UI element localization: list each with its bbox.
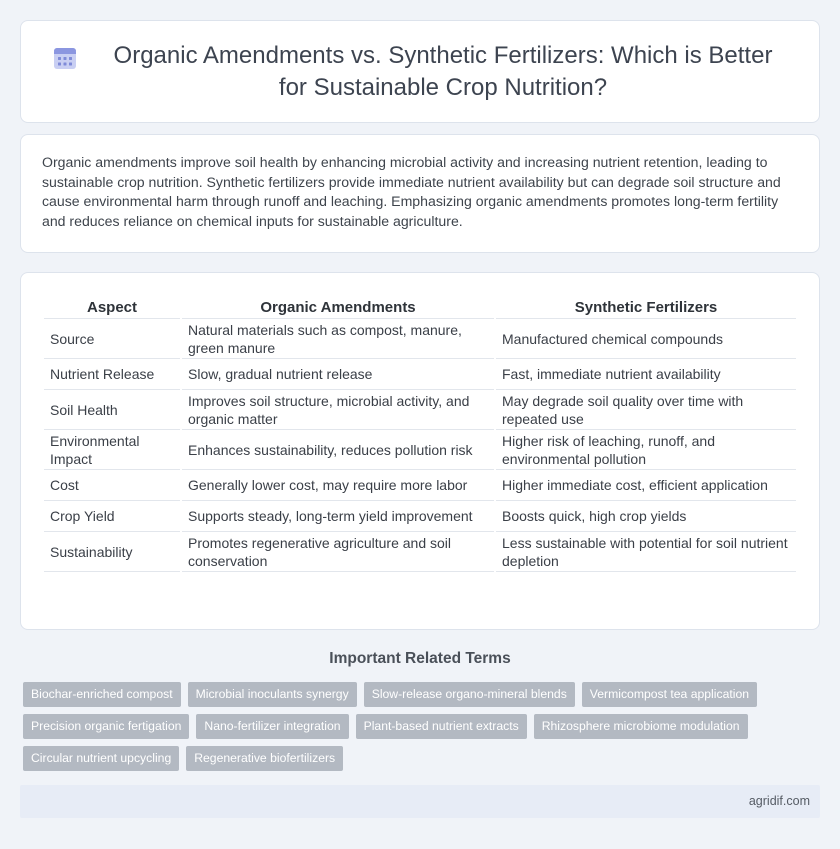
comparison-table	[42, 293, 798, 572]
header-synthetic: Synthetic Fertilizers	[496, 293, 796, 319]
cell-organic: Promotes regenerative agriculture and soil conservation	[182, 532, 494, 572]
comparison-card	[20, 272, 820, 630]
header-organic: Organic Amendments	[182, 293, 494, 319]
summary-text: Organic amendments improve soil health by enhancing microbial activity and increasing nutrient retention, leading to sustainable crop nutrition. Synthetic fertilizers provide immediate nutrient availability but can degrade soil structure and cause environmental harm through runoff and leaching. Emphasizing organic amendments promotes long-term fertility and reduces reliance on chemical inputs for sustainable agriculture.	[42, 154, 781, 229]
header-aspect: Aspect	[44, 293, 180, 319]
table-header-row	[44, 293, 796, 319]
cell-organic: Natural materials such as compost, manure, green manure	[182, 319, 494, 359]
cell-aspect: Cost	[44, 470, 180, 501]
cell-organic: Generally lower cost, may require more labor	[182, 470, 494, 501]
cell-aspect: Nutrient Release	[44, 359, 180, 390]
related-term-tag[interactable]: Plant-based nutrient extracts	[356, 714, 527, 739]
cell-synthetic: May degrade soil quality over time with repeated use	[496, 390, 796, 430]
related-term-tag[interactable]: Regenerative biofertilizers	[186, 746, 343, 771]
related-term-tag[interactable]: Vermicompost tea application	[582, 682, 757, 707]
cell-organic: Slow, gradual nutrient release	[182, 359, 494, 390]
cell-aspect: Sustainability	[44, 532, 180, 572]
cell-synthetic: Less sustainable with potential for soil nutrient depletion	[496, 532, 796, 572]
related-term-tag[interactable]: Slow-release organo-mineral blends	[364, 682, 575, 707]
related-term-tag[interactable]: Rhizosphere microbiome modulation	[534, 714, 748, 739]
related-term-tag[interactable]: Precision organic fertigation	[23, 714, 189, 739]
cell-aspect: Soil Health	[44, 390, 180, 430]
footer-site-link[interactable]: agridif.com	[748, 794, 810, 808]
table-row	[44, 470, 796, 501]
table-row	[44, 390, 796, 430]
table-row	[44, 532, 796, 572]
footer	[20, 785, 820, 818]
title-wrap	[21, 21, 819, 122]
cell-organic: Improves soil structure, microbial activity, and organic matter	[182, 390, 494, 430]
cell-aspect: Crop Yield	[44, 501, 180, 532]
summary-card	[20, 134, 820, 253]
table-row	[44, 430, 796, 470]
cell-aspect: Environmental Impact	[44, 430, 180, 470]
related-term-tag[interactable]: Nano-fertilizer integration	[196, 714, 348, 739]
cell-organic: Supports steady, long-term yield improvement	[182, 501, 494, 532]
table-row	[44, 319, 796, 359]
related-term-tag[interactable]: Microbial inoculants synergy	[188, 682, 357, 707]
related-term-tag[interactable]: Circular nutrient upcycling	[23, 746, 179, 771]
cell-organic: Enhances sustainability, reduces pollution risk	[182, 430, 494, 470]
related-terms-heading: Important Related Terms	[329, 650, 511, 667]
cell-synthetic: Manufactured chemical compounds	[496, 319, 796, 359]
cell-synthetic: Boosts quick, high crop yields	[496, 501, 796, 532]
table-row	[44, 501, 796, 532]
title-card	[20, 20, 820, 123]
cell-synthetic: Higher immediate cost, efficient application	[496, 470, 796, 501]
related-term-tag[interactable]: Biochar-enriched compost	[23, 682, 181, 707]
cell-synthetic: Fast, immediate nutrient availability	[496, 359, 796, 390]
table-row	[44, 359, 796, 390]
page-title: Organic Amendments vs. Synthetic Fertilizers: Which is Better for Sustainable Crop Nutrition?	[113, 41, 773, 101]
cell-synthetic: Higher risk of leaching, runoff, and environmental pollution	[496, 430, 796, 470]
cell-aspect: Source	[44, 319, 180, 359]
calendar-icon	[51, 44, 79, 72]
related-terms-list	[23, 682, 813, 778]
